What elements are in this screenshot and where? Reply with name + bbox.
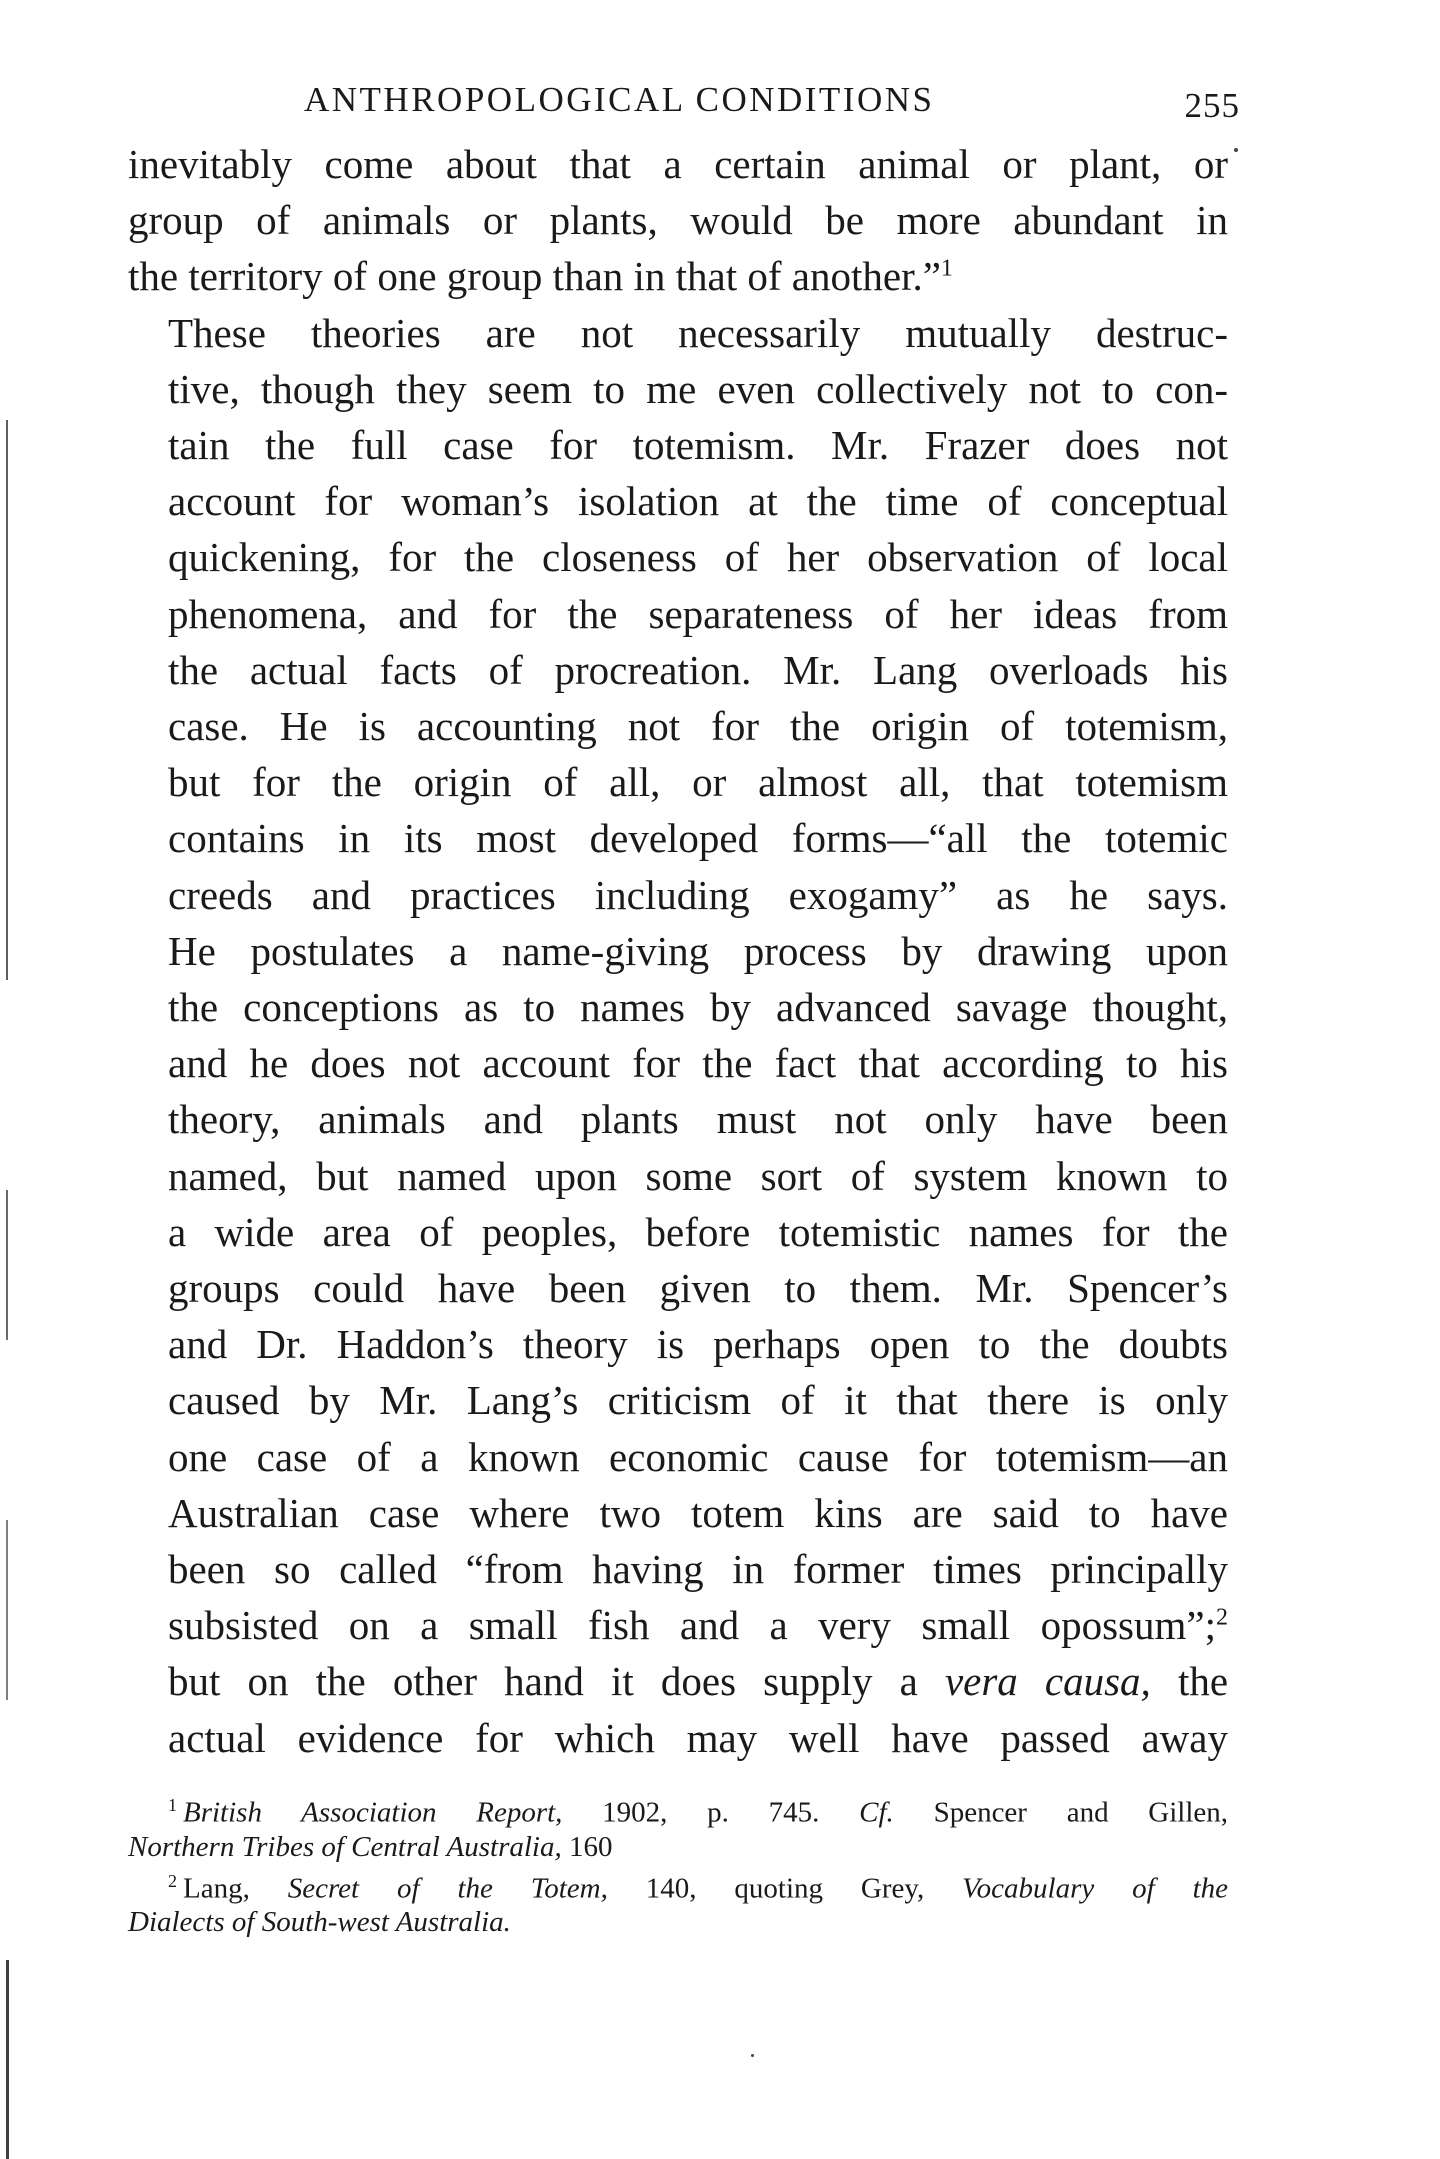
italic-phrase: vera causa, <box>944 1658 1151 1705</box>
text-line: named, but named upon some sort of system known to <box>168 1152 1228 1199</box>
text-line: contains in its most developed forms—“all the totemic <box>168 815 1228 862</box>
text-line <box>128 1653 1228 1709</box>
footnote-mark: 1 <box>168 1794 177 1815</box>
footnote-book: Secret of the Totem, <box>287 1872 608 1905</box>
text-line: and Dr. Haddon’s theory is perhaps open to the doubts <box>168 1321 1228 1368</box>
text-line: phenomena, and for the separateness of her ideas from <box>168 590 1228 637</box>
scan-margin-line <box>6 1520 8 1700</box>
text-line: group of animals or plants, would be more abundant in <box>128 197 1228 244</box>
text-segment: subsisted on a small fish and a very small opossum”; <box>168 1602 1216 1649</box>
text-segment: but on the other hand it does supply a <box>168 1658 918 1705</box>
book-page <box>128 70 1240 1939</box>
body-text <box>128 136 1228 1766</box>
text-line: the actual facts of procreation. Mr. Lang overloads his <box>168 646 1228 693</box>
text-line <box>128 1597 1228 1653</box>
footnote-line <box>128 1830 1228 1864</box>
scan-speck <box>1234 148 1238 152</box>
footnote-book: Northern Tribes of Central Australia, <box>128 1830 562 1863</box>
scan-margin-line <box>6 1960 9 2159</box>
footnote-1 <box>128 1788 1228 1864</box>
footnote-text: Spencer and Gillen, <box>933 1796 1229 1829</box>
text-line: been so called “from having in former times principally <box>168 1546 1228 1593</box>
footnotes <box>128 1788 1228 1939</box>
footnote-book: Dialects of South-west Australia. <box>128 1906 511 1939</box>
text-line: a wide area of peoples, before totemistic names for the <box>168 1208 1228 1255</box>
footnote-2 <box>128 1864 1228 1940</box>
footnote-line <box>128 1905 1228 1939</box>
footnote-ref-2: 2 <box>1216 1604 1228 1631</box>
text-line: but for the origin of all, or almost all, that totemism <box>168 759 1228 806</box>
text-line: case. He is accounting not for the origin of totemism, <box>168 703 1228 750</box>
footnote-ref-1: 1 <box>940 255 953 282</box>
paragraph-theories <box>128 305 1228 1766</box>
footnote-text: 1902, p. 745. <box>602 1796 820 1829</box>
text-line: quickening, for the closeness of her observation of local <box>168 534 1228 581</box>
text-line: inevitably come about that a certain animal or plant, or <box>128 141 1228 187</box>
text-line: creeds and practices including exogamy” as he says. <box>168 871 1228 918</box>
text-line: He postulates a name-giving process by drawing upon <box>168 927 1228 974</box>
footnote-line <box>128 1864 1228 1906</box>
footnote-line <box>128 1788 1228 1830</box>
paragraph-continued <box>128 136 1228 305</box>
text-line: and he does not account for the fact that according to his <box>168 1040 1228 1087</box>
text-line: tive, though they seem to me even collectively not to con- <box>168 365 1228 412</box>
text-line: tain the full case for totemism. Mr. Frazer does not <box>168 422 1228 469</box>
footnote-text: Lang, <box>183 1872 250 1905</box>
scan-speck <box>751 2054 754 2057</box>
text-line: the conceptions as to names by advanced savage thought, <box>168 984 1228 1031</box>
text-line: one case of a known economic cause for totemism—an <box>168 1433 1228 1480</box>
footnote-book: Vocabulary of the <box>962 1872 1228 1905</box>
text-line: caused by Mr. Lang’s criticism of it that there is only <box>168 1377 1228 1424</box>
text-line: account for woman’s isolation at the time of conceptual <box>168 478 1228 525</box>
footnote-cf: Cf. <box>859 1796 894 1829</box>
header-title: ANTHROPOLOGICAL CONDITIONS <box>304 80 935 119</box>
text-segment: the territory of one group than in that of another.” <box>128 253 941 300</box>
footnote-source: British Association Report, <box>183 1796 563 1829</box>
footnote-text: 160 <box>568 1830 613 1863</box>
scan-margin-line <box>6 420 8 980</box>
footnote-text: 140, quoting Grey, <box>645 1872 925 1905</box>
text-line: groups could have been given to them. Mr. Spencer’s <box>168 1265 1228 1312</box>
text-segment: the <box>1177 1658 1229 1705</box>
page-number: 255 <box>1184 86 1240 125</box>
text-line <box>128 248 1228 304</box>
running-header <box>128 70 1240 130</box>
text-line: theory, animals and plants must not only have been <box>168 1096 1228 1143</box>
text-line: Australian case where two totem kins are said to have <box>168 1489 1228 1536</box>
scan-margin-line <box>6 1190 8 1340</box>
footnote-mark: 2 <box>168 1870 177 1891</box>
text-line: These theories are not necessarily mutually destruc- <box>168 309 1228 356</box>
text-line: actual evidence for which may well have passed away <box>168 1714 1228 1761</box>
